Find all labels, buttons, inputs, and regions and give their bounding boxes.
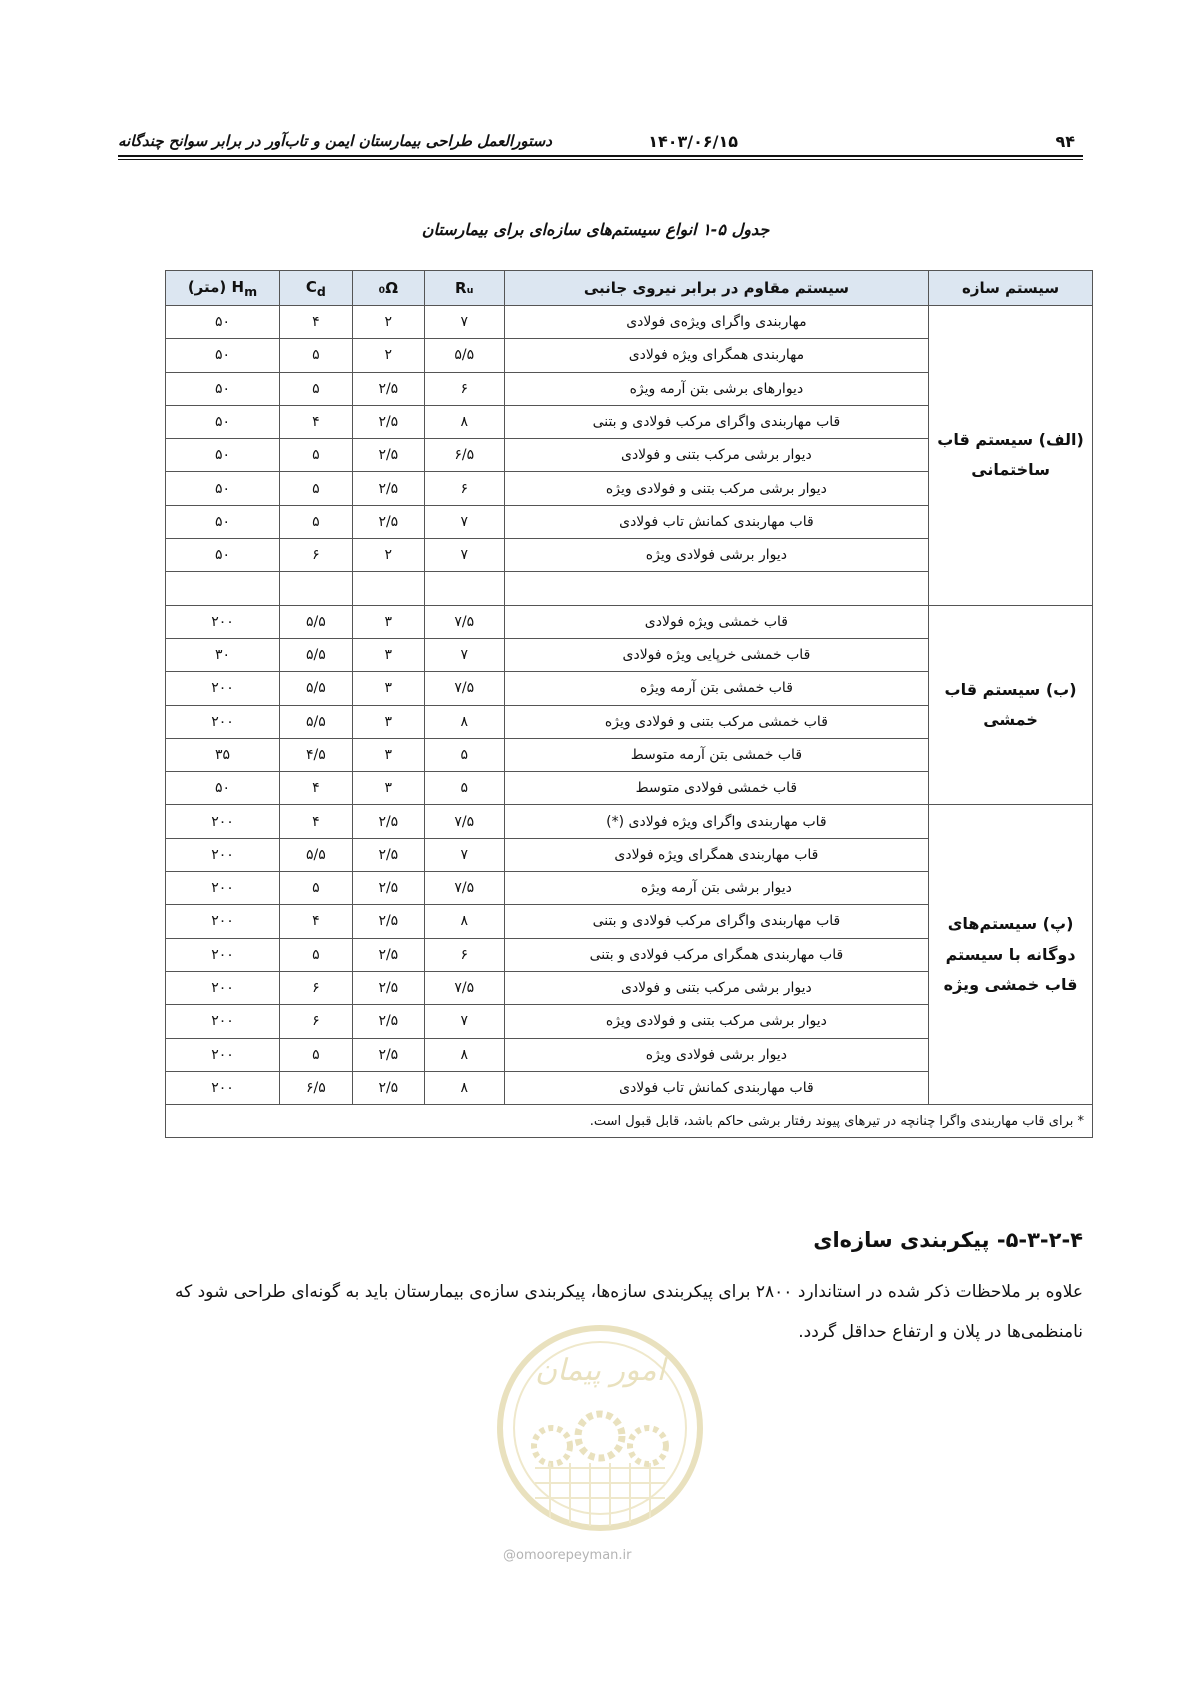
resisting-system-cell: دیوار برشی بتن آرمه ویژه: [504, 872, 928, 905]
hm-cell: ۲۰۰: [166, 938, 280, 971]
page-number: ۹۴: [1055, 132, 1075, 151]
resisting-system-cell: قاب خمشی ویژه فولادی: [504, 605, 928, 638]
hm-subscript: m: [244, 283, 258, 299]
resisting-system-cell: دیوار برشی فولادی ویژه: [504, 1038, 928, 1071]
hm-cell: ۵۰: [166, 505, 280, 538]
ru-cell: [424, 572, 504, 605]
omega-cell: ۲/۵: [352, 805, 424, 838]
hm-cell: ۲۰۰: [166, 1038, 280, 1071]
table-row: [166, 805, 1093, 838]
resisting-system-cell: قاب مهاربندی واگرای مرکب فولادی و بتنی: [504, 905, 928, 938]
ru-cell: ۵: [424, 772, 504, 805]
ru-cell: ۶: [424, 372, 504, 405]
cd-cell: ۵: [279, 472, 352, 505]
ru-cell: ۷: [424, 838, 504, 871]
omega-cell: ۲/۵: [352, 872, 424, 905]
footnote-row: [166, 1105, 1093, 1138]
cd-subscript: d: [316, 283, 326, 299]
cd-cell: ۶: [279, 539, 352, 572]
hm-cell: ۲۰۰: [166, 971, 280, 1004]
ru-cell: ۷/۵: [424, 872, 504, 905]
ru-cell: ۶: [424, 472, 504, 505]
cd-cell: ۵/۵: [279, 838, 352, 871]
col-header-ru: Rᵤ: [424, 271, 504, 306]
ru-cell: ۵: [424, 738, 504, 771]
resisting-system-cell: دیوار برشی مرکب بتنی و فولادی ویژه: [504, 472, 928, 505]
table-header-row: [166, 271, 1093, 306]
resisting-system-cell: دیوار برشی مرکب بتنی و فولادی: [504, 439, 928, 472]
resisting-system-cell: قاب خمشی بتن آرمه ویژه: [504, 672, 928, 705]
ru-cell: ۵/۵: [424, 339, 504, 372]
hm-cell: ۲۰۰: [166, 605, 280, 638]
resisting-system-cell: قاب مهاربندی واگرای مرکب فولادی و بتنی: [504, 405, 928, 438]
hm-cell: ۵۰: [166, 539, 280, 572]
structural-systems-table: [165, 270, 1093, 1138]
omega-cell: ۳: [352, 738, 424, 771]
cd-cell: ۵/۵: [279, 605, 352, 638]
table-caption: جدول ۵-۱ انواع سیستم‌های سازه‌ای برای بیمارستان: [421, 220, 770, 239]
resisting-system-cell: [504, 572, 928, 605]
section-heading: ۵-۳-۲-۴- پیکربندی سازه‌ای: [813, 1228, 1083, 1252]
cd-cell: ۵: [279, 505, 352, 538]
hm-cell: ۵۰: [166, 372, 280, 405]
col-header-omega: ₀Ω: [352, 271, 424, 306]
cd-cell: ۵: [279, 872, 352, 905]
ru-cell: ۶/۵: [424, 439, 504, 472]
page-header: [118, 128, 1083, 160]
ru-cell: ۷: [424, 1005, 504, 1038]
resisting-system-cell: قاب مهاربندی کمانش تاب فولادی: [504, 505, 928, 538]
omega-cell: ۲/۵: [352, 405, 424, 438]
hm-cell: ۳۰: [166, 638, 280, 671]
omega-cell: ۲/۵: [352, 472, 424, 505]
omega-cell: ۲/۵: [352, 971, 424, 1004]
system-group-label: (پ) سیستم‌های دوگانه با سیستم قاب خمشی ویژه: [929, 805, 1093, 1105]
cd-cell: ۶: [279, 1005, 352, 1038]
cd-cell: ۴/۵: [279, 738, 352, 771]
cd-cell: ۶/۵: [279, 1071, 352, 1104]
hm-cell: ۵۰: [166, 472, 280, 505]
omega-cell: ۳: [352, 772, 424, 805]
header-doc-title: دستورالعمل طراحی بیمارستان ایمن و تاب‌آور در برابر سوانح چندگانه: [118, 132, 552, 150]
ru-cell: ۸: [424, 1038, 504, 1071]
ru-cell: ۸: [424, 1071, 504, 1104]
ru-cell: ۶: [424, 938, 504, 971]
table-footnote: * برای قاب مهاربندی واگرا چنانچه در تیرهای پیوند رفتار برشی حاکم باشد، قابل قبول است.: [166, 1105, 1093, 1138]
section-paragraph: علاوه بر ملاحظات ذکر شده در استاندارد ۲۸۰۰ برای پیکربندی سازه‌ها، پیکربندی سازه‌ی بیمارستان باید به گونه‌ای طراحی شود که نامنظمی‌ها در پلان و ارتفاع حداقل گردد.: [175, 1282, 1084, 1342]
cd-cell: ۵: [279, 339, 352, 372]
omega-cell: ۲/۵: [352, 505, 424, 538]
resisting-system-cell: قاب خمشی فولادی متوسط: [504, 772, 928, 805]
hm-cell: ۲۰۰: [166, 905, 280, 938]
hm-cell: ۳۵: [166, 738, 280, 771]
col-header-resisting-system: سیستم مقاوم در برابر نیروی جانبی: [504, 271, 928, 306]
cd-cell: ۴: [279, 306, 352, 339]
omega-cell: ۲/۵: [352, 439, 424, 472]
hm-cell: ۲۰۰: [166, 838, 280, 871]
col-header-hm: [166, 271, 280, 306]
hm-cell: ۵۰: [166, 439, 280, 472]
cd-cell: ۶: [279, 971, 352, 1004]
cd-cell: [279, 572, 352, 605]
hm-cell: ۲۰۰: [166, 872, 280, 905]
omega-cell: ۲/۵: [352, 905, 424, 938]
omega-cell: ۳: [352, 638, 424, 671]
hm-cell: ۵۰: [166, 306, 280, 339]
col-header-system: سیستم سازه: [929, 271, 1093, 306]
ru-cell: ۷: [424, 505, 504, 538]
omega-cell: [352, 572, 424, 605]
hm-cell: ۲۰۰: [166, 705, 280, 738]
resisting-system-cell: قاب خمشی بتن آرمه متوسط: [504, 738, 928, 771]
omega-cell: ۲/۵: [352, 1038, 424, 1071]
omega-cell: ۲: [352, 539, 424, 572]
hm-unit: (متر): [187, 277, 227, 296]
ru-cell: ۸: [424, 905, 504, 938]
system-group-label: (ب) سیستم قاب خمشی: [929, 605, 1093, 805]
omega-cell: ۲/۵: [352, 938, 424, 971]
header-date: ۱۴۰۳/۰۶/۱۵: [648, 132, 738, 151]
cd-cell: ۵/۵: [279, 705, 352, 738]
resisting-system-cell: قاب خمشی مرکب بتنی و فولادی ویژه: [504, 705, 928, 738]
system-group-label: (الف) سیستم قاب ساختمانی: [929, 306, 1093, 606]
cd-cell: ۵: [279, 1038, 352, 1071]
resisting-system-cell: قاب مهاربندی واگرای ویژه فولادی (*): [504, 805, 928, 838]
omega-cell: ۳: [352, 605, 424, 638]
cd-cell: ۴: [279, 805, 352, 838]
omega-cell: ۲: [352, 339, 424, 372]
resisting-system-cell: دیوار برشی فولادی ویژه: [504, 539, 928, 572]
ru-cell: ۷/۵: [424, 805, 504, 838]
hm-cell: ۵۰: [166, 772, 280, 805]
ru-cell: ۷: [424, 638, 504, 671]
ru-cell: ۷: [424, 539, 504, 572]
resisting-system-cell: قاب مهاربندی همگرای ویژه فولادی: [504, 838, 928, 871]
omega-cell: ۲/۵: [352, 1071, 424, 1104]
omega-cell: ۲: [352, 306, 424, 339]
watermark-url: @omoorepeyman.ir: [503, 1548, 632, 1563]
col-header-cd: [279, 271, 352, 306]
hm-cell: ۲۰۰: [166, 1005, 280, 1038]
ru-cell: ۷: [424, 306, 504, 339]
resisting-system-cell: دیوار برشی مرکب بتنی و فولادی ویژه: [504, 1005, 928, 1038]
resisting-system-cell: دیوارهای برشی بتن آرمه ویژه: [504, 372, 928, 405]
logo-text: امور پیمان: [535, 1353, 665, 1388]
header-rule: [118, 155, 1083, 160]
hm-symbol: H: [231, 277, 245, 296]
cd-cell: ۴: [279, 772, 352, 805]
resisting-system-cell: قاب مهاربندی همگرای مرکب فولادی و بتنی: [504, 938, 928, 971]
ru-cell: ۷/۵: [424, 605, 504, 638]
omega-cell: ۳: [352, 672, 424, 705]
resisting-system-cell: مهاربندی همگرای ویژه فولادی: [504, 339, 928, 372]
cd-cell: ۵: [279, 439, 352, 472]
cd-cell: ۵/۵: [279, 638, 352, 671]
cd-cell: ۵: [279, 938, 352, 971]
omega-cell: ۳: [352, 705, 424, 738]
omega-cell: ۲/۵: [352, 838, 424, 871]
hm-cell: [166, 572, 280, 605]
ru-cell: ۸: [424, 405, 504, 438]
table-row: [166, 306, 1093, 339]
ru-cell: ۸: [424, 705, 504, 738]
cd-cell: ۴: [279, 405, 352, 438]
cd-cell: ۵: [279, 372, 352, 405]
resisting-system-cell: قاب خمشی خرپایی ویژه فولادی: [504, 638, 928, 671]
hm-cell: ۲۰۰: [166, 1071, 280, 1104]
hm-cell: ۲۰۰: [166, 672, 280, 705]
hm-cell: ۵۰: [166, 339, 280, 372]
omega-cell: ۲/۵: [352, 1005, 424, 1038]
cd-cell: ۴: [279, 905, 352, 938]
omega-cell: ۲/۵: [352, 372, 424, 405]
resisting-system-cell: مهاربندی واگرای ویژه‌ی فولادی: [504, 306, 928, 339]
hm-cell: ۲۰۰: [166, 805, 280, 838]
ru-cell: ۷/۵: [424, 971, 504, 1004]
table-row: [166, 605, 1093, 638]
ru-cell: ۷/۵: [424, 672, 504, 705]
omoorepeyman-logo-watermark: [490, 1318, 710, 1548]
cd-cell: ۵/۵: [279, 672, 352, 705]
hm-cell: ۵۰: [166, 405, 280, 438]
resisting-system-cell: دیوار برشی مرکب بتنی و فولادی: [504, 971, 928, 1004]
cd-symbol: C: [305, 277, 317, 296]
resisting-system-cell: قاب مهاربندی کمانش تاب فولادی: [504, 1071, 928, 1104]
